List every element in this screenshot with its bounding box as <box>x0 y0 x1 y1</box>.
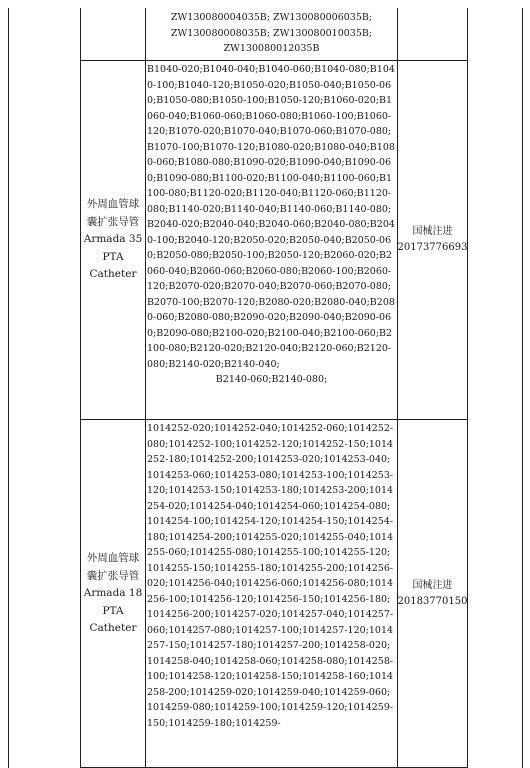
row-2-registration <box>398 61 467 419</box>
code-line: ZW130080004035B; ZW130080006035B; <box>170 12 373 23</box>
name-line: 外周血管球 <box>86 198 140 211</box>
row-3-registration <box>398 420 467 768</box>
registration-label: 国械注进 <box>412 226 453 237</box>
name-line: 外周血管球 <box>86 552 140 565</box>
code-line: ZW130080012035B <box>223 43 320 54</box>
code-line: ZW130080008035B; ZW130080010035B; <box>170 27 373 39</box>
registration-number: 20183770150 <box>397 596 468 607</box>
name-line: 囊扩张导管 <box>86 569 140 582</box>
row-2-product-name <box>81 61 145 419</box>
name-line: 囊扩张导管 <box>86 215 140 228</box>
name-line: PTA <box>102 604 124 617</box>
row-3-product-name <box>81 420 145 768</box>
registration-label: 国械注进 <box>412 580 453 591</box>
code-text: B1040-020;B1040-040;B1040-060;B1040-080;B1040-100;B1040-120;B1050-020;B1050-040;B1050-060;B1050-080;B1050-100;B1050-120;B1060-020;B1060-040;B1060-060;B1060-080;B1060-100;B1060-120;B1070-020;B1070-040;B1070-060;B1070-080;B1070-100;B1070-120;B1080-020;B1080-040;B1080-060;B1080-080;B1090-020;B1090-040;B1090-060;B1090-080;B1100-020;B1100-040;B1100-060;B1100-080;B1120-020;B1120-040;B1120-060;B1120-080;B1140-020;B1140-040;B1140-060;B1140-080;B2040-020;B2040-040;B2040-060;B2040-080;B2040-100;B2040-120;B2050-020;B2050-040;B2050-060;B2050-080;B2050-100;B2050-120;B2060-020;B2060-040;B2060-060;B2060-080;B2060-100;B2060-120;B2070-020;B2070-040;B2070-060;B2070-080;B2070-100;B2070-120;B2080-020;B2080-040;B2080-060;B2080-080;B2090-020;B2090-040;B2090-060;B2090-080;B2100-020;B2100-040;B2100-060;B2100-080;B2120-020;B2120-040;B2120-060;B2120-080;B2140-020;B2140-040; <box>147 64 395 370</box>
table-border-right <box>522 8 523 768</box>
row-2-codes <box>146 62 397 418</box>
table-border-left <box>8 8 9 768</box>
row-1-codes <box>147 10 396 60</box>
column-divider-4 <box>467 8 468 768</box>
registration-number: 20173776693 <box>397 242 468 253</box>
row-3-codes <box>146 421 397 767</box>
name-line: Armada 18 <box>83 587 143 600</box>
code-text: 1014252-020;1014252-040;1014252-060;1014252-080;1014252-100;1014252-120;1014252-150;1014252-180;1014252-200;1014253-020;1014253-040;1014253-060;1014253-080;1014253-100;1014253-120;1014253-150;1014253-180;1014253-200;1014254-020;1014254-040;1014254-060;1014254-080;1014254-100;1014254-120;1014254-150;1014254-180;1014254-200;1014255-020;1014255-040;1014255-060;1014255-080;1014255-100;1014255-120;1014255-150;1014255-180;1014255-200;1014256-020;1014256-040;1014256-060;1014256-080;1014256-100;1014256-120;1014256-150;1014256-180;1014256-200;1014257-020;1014257-040;1014257-060;1014257-080;1014257-100;1014257-120;1014257-150;1014257-180;1014257-200;1014258-020;1014258-040;1014258-060;1014258-080;1014258-100;1014258-120;1014258-150;1014258-160;1014258-200;1014259-020;1014259-040;1014259-060;1014259-080;1014259-100;1014259-120;1014259-150;1014259-180;1014259- <box>147 423 394 729</box>
name-line: Catheter <box>89 622 137 635</box>
name-line: Armada 35 <box>83 233 143 246</box>
code-text-tail: B2140-060;B2140-080; <box>215 374 328 385</box>
name-line: PTA <box>102 250 124 263</box>
name-line: Catheter <box>89 268 137 281</box>
